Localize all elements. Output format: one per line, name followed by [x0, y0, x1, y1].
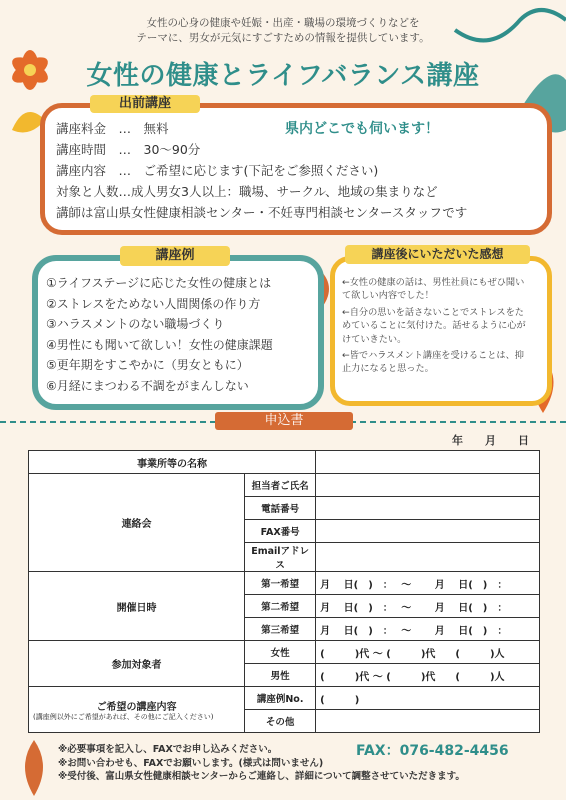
contact-name-label: 担当者ご氏名: [245, 474, 316, 497]
target-label: 参加対象者: [29, 641, 245, 687]
male-label: 男性: [245, 664, 316, 687]
schedule-label: 開催日時: [29, 572, 245, 641]
note-item: ※お問い合わせも、FAXでお願いします。(様式は問いません): [58, 757, 324, 769]
lecture-row: 講座時間 … 30〜90分: [56, 142, 201, 157]
examples-pill: 講座例: [120, 246, 230, 266]
desired-title: ご希望の講座内容: [96, 701, 177, 713]
list-item: ③ハラスメントのない職場づくり: [46, 317, 225, 331]
list-item: ←皆でハラスメント講座を受けることは、抑止力になると思った。: [342, 350, 524, 375]
lecture-row: 講座料金 … 無料: [56, 121, 169, 136]
schedule-slot: 月 日( ) ： 〜 月 日( ) ：: [320, 602, 508, 614]
male-field[interactable]: [316, 664, 540, 687]
female-field[interactable]: [316, 641, 540, 664]
list-item: ⑥月経にまつわる不調をがまんしない: [46, 378, 249, 393]
date-label: 年 月 日: [452, 434, 529, 447]
list-item: ②ストレスをためない人間関係の作り方: [46, 296, 261, 311]
target-slot: ( )代 〜 ( )代 ( )人: [320, 648, 505, 660]
intro-line-2: テーマに、男女が元気にすごすための情報を提供しています。: [136, 32, 430, 44]
email-label: Emailアドレス: [245, 543, 316, 572]
list-item: ←女性の健康の話は、男性社員にもぜひ聞いて欲しい内容でした！: [342, 277, 525, 302]
examples-list: [46, 273, 273, 396]
note-item: ※必要事項を記入し、FAXでお申し込みください。: [58, 744, 278, 755]
example-no-label: 講座例No.: [245, 687, 316, 710]
fax-field[interactable]: [316, 520, 540, 543]
fax-number: FAX：076-482-4456: [356, 743, 509, 759]
contact-label: 連絡会: [29, 474, 245, 572]
schedule-slot: 月 日( ) ： 〜 月 日( ) ：: [320, 625, 508, 637]
example-no-field[interactable]: [316, 687, 540, 710]
schedule-slot: 月 日( ) ： 〜 月 日( ) ：: [320, 579, 508, 591]
lecture-row: 対象と人数…成人男女3人以上：職場、サークル、地域の集まりなど: [56, 184, 438, 199]
desired-slot: ( ): [320, 694, 360, 706]
list-item: ⑤更年期をすこやかに（男女ともに）: [46, 358, 249, 372]
list-item: ④男性にも聞いて欲しい！女性の健康課題: [46, 337, 273, 352]
other-field[interactable]: [316, 710, 540, 733]
phone-field[interactable]: [316, 497, 540, 520]
anywhere-highlight: 県内どこでも伺います！: [285, 121, 439, 137]
choice-2-label: 第二希望: [245, 595, 316, 618]
contact-name-field[interactable]: [316, 474, 540, 497]
lecture-pill: 出前講座: [90, 95, 200, 113]
page-title: 女性の健康とライフバランス講座: [86, 61, 480, 91]
list-item: ①ライフステージに応じた女性の健康とは: [46, 276, 272, 290]
choice-1-label: 第一希望: [245, 572, 316, 595]
feedback-pill: 講座後にいただいた感想: [345, 245, 530, 264]
desired-label: [29, 687, 245, 733]
lecture-row: 講師は富山県女性健康相談センター・不妊専門相談センタースタッフです: [56, 205, 468, 220]
choice-3-label: 第三希望: [245, 618, 316, 641]
list-item: ←自分の思いを話さないことでストレスをためていることに気付けた。話せるように心がけていきたい。: [342, 306, 526, 345]
leaf-decoration-bottom: [14, 738, 54, 798]
org-name-field[interactable]: [316, 451, 540, 474]
desired-note: (講座例以外にご希望があれば、その他にご記入ください): [33, 712, 214, 721]
application-form: [28, 450, 540, 733]
note-item: ※受付後、富山県女性健康相談センターからご連絡し、詳細について調整させていただきます。: [58, 771, 465, 782]
other-label: その他: [245, 710, 316, 733]
choice-2-field[interactable]: [316, 595, 540, 618]
footer-notes: [58, 743, 465, 784]
intro-text: [0, 16, 566, 46]
choice-1-field[interactable]: [316, 572, 540, 595]
female-label: 女性: [245, 641, 316, 664]
phone-label: 電話番号: [245, 497, 316, 520]
feedback-list: [342, 276, 532, 379]
email-field[interactable]: [316, 543, 540, 572]
fax-label: FAX番号: [245, 520, 316, 543]
target-slot: ( )代 〜 ( )代 ( )人: [320, 671, 505, 683]
org-name-label: 事業所等の名称: [29, 451, 316, 474]
form-pill: 申込書: [215, 412, 353, 430]
intro-line-1: 女性の心身の健康や妊娠・出産・職場の環境づくりなどを: [146, 17, 420, 29]
choice-3-field[interactable]: [316, 618, 540, 641]
lecture-row: 講座内容 … ご希望に応じます(下記をご参照ください): [56, 163, 379, 178]
